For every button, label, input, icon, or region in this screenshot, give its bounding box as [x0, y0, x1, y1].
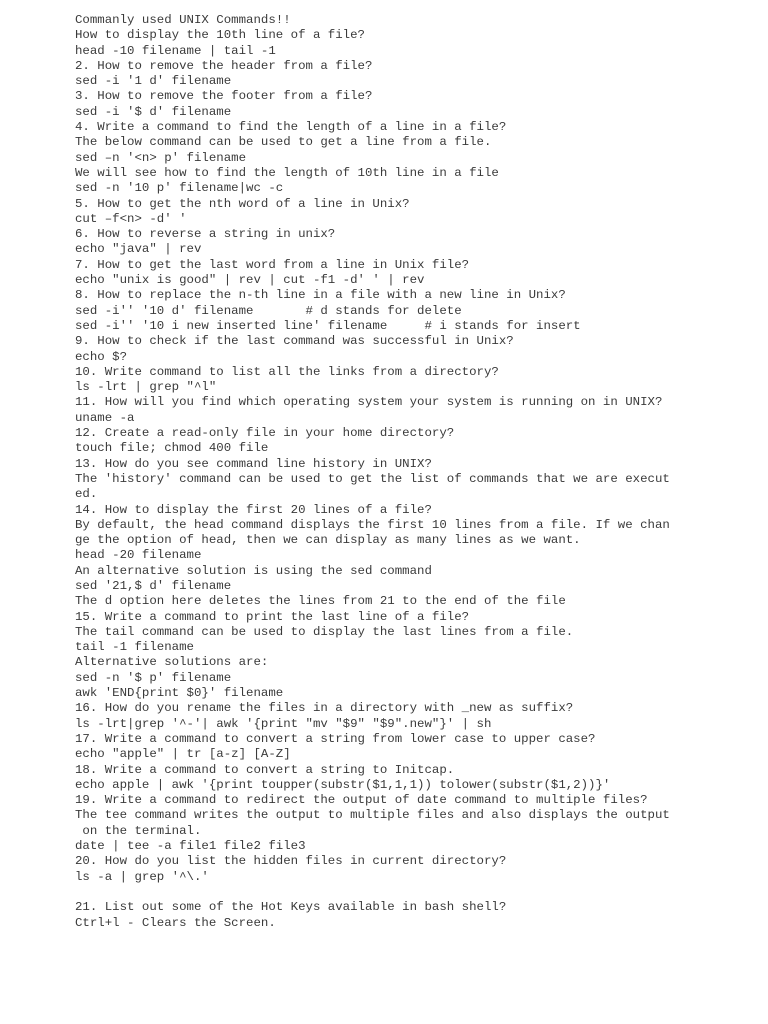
text-line: sed -n '$ p' filename [75, 670, 232, 685]
text-line: sed -n '10 p' filename|wc -c [75, 181, 284, 196]
text-line: 14. How to display the first 20 lines of a file? [75, 502, 432, 517]
text-line: The tail command can be used to display the last lines from a file. [75, 624, 574, 639]
text-line: 3. How to remove the footer from a file? [75, 89, 373, 104]
text-line: 9. How to check if the last command was successful in Unix? [75, 334, 514, 349]
text-line: 5. How to get the nth word of a line in Unix? [75, 196, 410, 211]
document-page [75, 13, 755, 931]
text-line: ls -a | grep '^\.' [75, 869, 209, 884]
text-line: head -10 filename | tail -1 [75, 43, 276, 58]
text-line: 7. How to get the last word from a line in Unix file? [75, 257, 470, 272]
text-line: The d option here deletes the lines from 21 to the end of the file [75, 594, 566, 609]
text-line: touch file; chmod 400 file [75, 441, 269, 456]
text-line: 11. How will you find which operating system your system is running on in UNIX? [75, 395, 663, 410]
text-line: Commanly used UNIX Commands!! [75, 13, 291, 27]
text-line: We will see how to find the length of 10th line in a file [75, 165, 499, 180]
text-line: sed -i '1 d' filename [75, 74, 232, 89]
text-line: on the terminal. [75, 823, 202, 838]
text-line: How to display the 10th line of a file? [75, 28, 365, 43]
text-line: echo "java" | rev [75, 242, 202, 257]
text-line: sed –n '<n> p' filename [75, 150, 247, 165]
text-line: 19. Write a command to redirect the output of date command to multiple files? [75, 793, 648, 808]
text-line: sed '21,$ d' filename [75, 578, 232, 593]
text-line: 6. How to reverse a string in unix? [75, 227, 336, 242]
text-line: 2. How to remove the header from a file? [75, 58, 373, 73]
text-line: 4. Write a command to find the length of a line in a file? [75, 120, 507, 135]
text-line: The 'history' command can be used to get the list of commands that we are execut [75, 471, 670, 486]
text-line: Alternative solutions are: [75, 655, 269, 670]
text-line: echo apple | awk '{print toupper(substr($1,1,1)) tolower(substr($1,2))}' [75, 777, 611, 792]
text-line: echo "unix is good" | rev | cut -f1 -d' ' | rev [75, 273, 425, 288]
text-line: Ctrl+l - Clears the Screen. [75, 915, 276, 930]
text-line: 20. How do you list the hidden files in current directory? [75, 854, 507, 869]
text-line: sed -i'' '10 i new inserted line' filename # i stands for insert [75, 318, 581, 333]
text-line: sed -i '$ d' filename [75, 104, 232, 119]
text-line: 21. List out some of the Hot Keys available in bash shell? [75, 900, 507, 915]
text-line: The below command can be used to get a line from a file. [75, 135, 492, 150]
text-line: 16. How do you rename the files in a directory with _new as suffix? [75, 701, 574, 716]
blank-line [75, 885, 755, 900]
text-line: head -20 filename [75, 548, 202, 563]
text-line: date | tee -a file1 file2 file3 [75, 839, 306, 854]
text-line: cut –f<n> -d' ' [75, 211, 187, 226]
text-line: echo "apple" | tr [a-z] [A-Z] [75, 747, 291, 762]
text-line: 12. Create a read-only file in your home directory? [75, 426, 455, 441]
text-line: 8. How to replace the n-th line in a file with a new line in Unix? [75, 288, 566, 303]
text-line: 18. Write a command to convert a string to Initcap. [75, 762, 455, 777]
text-line: 17. Write a command to convert a string from lower case to upper case? [75, 731, 596, 746]
text-line: uname -a [75, 410, 135, 425]
text-line: ge the option of head, then we can display as many lines as we want. [75, 533, 581, 548]
text-line: 10. Write command to list all the links from a directory? [75, 364, 499, 379]
text-line: 13. How do you see command line history in UNIX? [75, 456, 432, 471]
text-line: The tee command writes the output to multiple files and also displays the output [75, 808, 670, 823]
text-line: tail -1 filename [75, 640, 194, 655]
text-line: An alternative solution is using the sed command [75, 563, 432, 578]
text-line: By default, the head command displays the first 10 lines from a file. If we chan [75, 517, 670, 532]
text-line: ed. [75, 487, 98, 502]
text-line: awk 'END{print $0}' filename [75, 686, 284, 701]
text-line: 15. Write a command to print the last line of a file? [75, 609, 470, 624]
text-line: echo $? [75, 349, 128, 364]
text-line: ls -lrt|grep '^-'| awk '{print "mv "$9" "$9".new"}' | sh [75, 716, 492, 731]
text-line: sed -i'' '10 d' filename # d stands for delete [75, 303, 462, 318]
text-line: ls -lrt | grep "^l" [75, 380, 217, 395]
